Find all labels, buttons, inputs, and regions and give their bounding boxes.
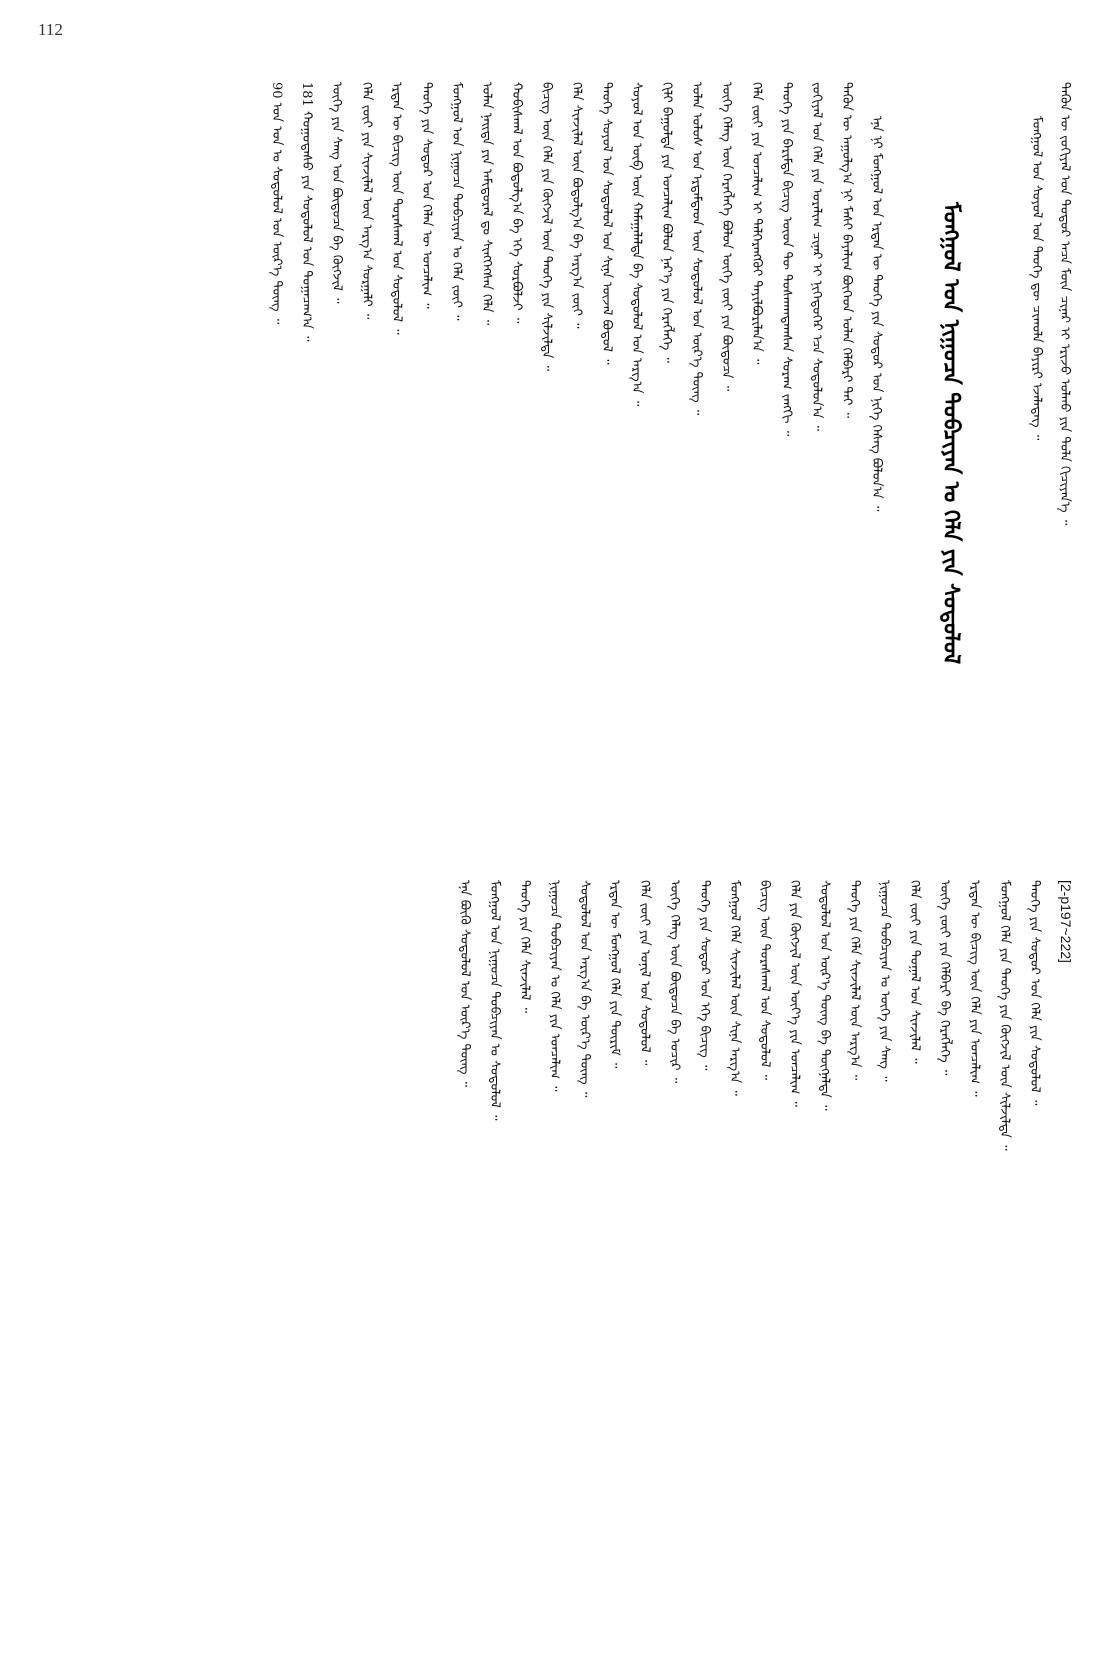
text-line: ᠮᠣᠩᠭᠣᠯ ᠬᠡᠯᠡ ᠰᠢᠨᠵᠢᠯᠡᠯ ᠦᠨ ᠰᠢᠨᠡ ᠠᠷᠭ᠎ᠠ ᠃ [727,880,742,1096]
text-line: ᠲᠡᠦᠬᠡ ᠶᠢᠨ ᠪᠠᠷᠢᠮᠲᠠ ᠪᠢᠴᠢᠭ ᠦᠳ ᠲᠦ ᠲᠤᠰᠬᠠᠭᠳᠠᠭᠰᠠᠨ ᠰᠤᠷᠠᠭ ᠵᠠᠩᠭᠢ ᠃ [779,82,794,437]
citation-reference: [2-p197~222] [1058,880,1074,963]
text-line: ᠬᠡᠯᠡ ᠰᠢᠨᠵᠢᠯᠡᠯ ᠦᠨ ᠪᠣᠳᠤᠯᠭ᠎ᠠ ᠪᠠ ᠠᠷᠭ᠎ᠠ ᠵᠦᠢ ᠃ [569,82,584,329]
text-line: ᠮᠣᠩᠭᠣᠯ ᠤᠨ ᠨᠢᠭᠤᠴᠠ ᠲᠣᠪᠴᠢᠶᠠᠨ ᠤ ᠬᠡᠯᠡ ᠵᠦᠢ ᠃ [449,82,464,321]
text-line: ᠰᠤᠳᠤᠯᠤᠯ ᠤᠨ ᠠᠷᠭ᠎ᠠ ᠪᠠ ᠦᠷ᠎ᠡ ᠳᠦᠩ ᠃ [577,880,592,1098]
text-line: ᠲᠡᠦᠬᠡ ᠰᠣᠶᠣᠯ ᠤᠨ ᠰᠤᠳᠤᠯᠤᠯ ᠤᠨ ᠰᠢᠨᠡ ᠦᠵᠡᠯ ᠪᠣᠳᠤᠯ ᠃ [599,82,614,365]
text-line: 90 ᠤᠨ ᠣᠨ ᠤ ᠰᠤᠳᠤᠯᠤᠯ ᠤᠨ ᠦᠷ᠎ᠡ ᠳᠦᠩ ᠃ [269,82,284,325]
text-line: ᠡᠨᠡ ᠪᠦᠬᠦ ᠰᠤᠳᠤᠯᠤᠯ ᠤᠨ ᠦᠷ᠎ᠡ ᠳᠦᠩ ᠃ [457,880,472,1088]
text-line: ᠬᠡᠯᠡ ᠵᠦᠢ ᠶᠢᠨ ᠰᠢᠨᠵᠢᠯᠡᠯ ᠦᠨ ᠠᠷᠭ᠎ᠠ ᠰᠤᠷᠭᠠᠯᠢ ᠃ [359,82,374,320]
text-line: ᠨᠢᠭᠤᠴᠠ ᠲᠣᠪᠴᠢᠶᠠᠨ ᠤ ᠦᠭᠡ ᠶᠢᠨ ᠰᠠᠩ ᠃ [877,880,892,1082]
text-line: ᠡᠷᠲᠡᠨ ᠦ ᠮᠣᠩᠭᠣᠯ ᠬᠡᠯᠡ ᠶᠢᠨ ᠳᠦᠷᠢᠮ ᠃ [607,880,622,1069]
text-line: ᠬᠤᠪᠢᠰᠬᠠᠯ ᠤᠨ ᠪᠣᠳᠤᠯᠭ᠎ᠠ ᠪᠠ ᠡᠬᠡ ᠰᠤᠷᠪᠤᠯᠵᠢ ᠃ [509,82,524,324]
text-line: ᠬᠡᠯᠡ ᠵᠦᠢ ᠶᠢᠨ ᠣᠨᠢᠯ ᠤᠨ ᠰᠤᠳᠤᠯᠤᠯ ᠃ [637,880,652,1066]
text-line: ᠬᠢᠯᠢ ᠪᠠᠭᠤᠯᠲᠠ ᠶᠢᠨ ᠣᠨᠴᠠᠯᠢᠭ ᠪᠣᠯᠤᠨ ᠨᠡᠷ᠎ᠡ ᠶᠢᠨ ᠬᠡᠷᠡᠭᠯᠡᠭᠡ ᠃ [659,82,674,363]
bottom-text-column [40,880,1080,1656]
text-line: ᠪᠢᠴᠢᠭ ᠦᠨ ᠬᠡᠯᠡ ᠶᠢᠨ ᠬᠥᠭᠵᠢᠯ ᠦᠨ ᠲᠡᠦᠬᠡ ᠶᠢᠨ ᠰᠢᠯᠵᠢᠯᠲᠡ ᠃ [539,82,554,372]
text-line: ᠵᠣᠬᠢᠶᠠᠯ ᠤᠨ ᠬᠡᠯᠡ ᠶᠢᠨ ᠤᠷᠠᠯᠢᠭ ᠴᠢᠨᠠᠷ ᠢ ᠨᠢᠭᠡᠳᠦᠭᠡᠷ ᠡᠴᠡ ᠰᠤᠳᠤᠯᠤᠨ᠎ᠠ ᠃ [809,82,824,432]
text-line: 181 ᠬᠤᠭᠤᠳᠠᠰᠤ ᠶᠢᠨ ᠰᠤᠳᠤᠯᠤᠯ ᠤᠨ ᠲᠣᠭᠠᠴᠠᠭ᠎ᠠ ᠃ [299,82,314,342]
text-line: ᠦᠭᠡ ᠬᠡᠯᠡᠭ ᠦᠨ ᠬᠡᠷᠡᠭᠯᠡᠭᠡ ᠪᠣᠯᠤᠨ ᠦᠭᠡ ᠵᠦᠢ ᠶᠢᠨ ᠪᠦᠲᠦᠴᠡ ᠃ [719,82,734,392]
text-line: ᠡᠷᠲᠡᠨ ᠦ ᠪᠢᠴᠢᠭ ᠦᠨ ᠳᠤᠷᠠᠰᠬᠠᠯ ᠤᠨ ᠰᠤᠳᠤᠯᠤᠯ ᠃ [389,82,404,335]
text-line: ᠪᠢᠴᠢᠭ ᠦᠨ ᠳᠤᠷᠠᠰᠬᠠᠯ ᠤᠨ ᠰᠤᠳᠤᠯᠤᠯ ᠃ [757,880,772,1081]
text-line: ᠦᠭᠡ ᠵᠦᠢ ᠶᠢᠨ ᠬᠡᠯᠪᠡᠷᠢ ᠪᠠ ᠬᠡᠷᠡᠭᠯᠡᠭᠡ ᠃ [937,880,952,1076]
text-line: ᠲᠡᠭᠦᠨ ᠦ ᠠᠭᠤᠯᠭ᠎ᠠ ᠨᠢ ᠮᠠᠰᠢ ᠪᠠᠶᠠᠯᠢᠭ ᠪᠥᠭᠡᠳ ᠣᠯᠠᠨ ᠬᠡᠯᠪᠡᠷᠢ ᠲᠡᠶ ᠃ [839,82,854,419]
text-line: ᠰᠣᠶᠣᠯ ᠤᠨ ᠥᠪ ᠦᠨ ᠬᠠᠮᠠᠭᠠᠯᠠᠯᠲᠠ ᠪᠠ ᠰᠤᠳᠤᠯᠤᠯ ᠤᠨ ᠠᠷᠭ᠎ᠠ ᠃ [629,82,644,407]
section-heading: ᠮᠣᠩᠭᠣᠯ ᠤᠨ ᠨᠢᠭᠤᠴᠠ ᠲᠣᠪᠴᠢᠶᠠᠨ ᠤ ᠬᠡᠯᠡ ᠶᠢᠨ ᠰᠤᠳᠤᠯᠤᠯ [938,202,964,665]
text-line: ᠲᠡᠦᠬᠡ ᠶᠢᠨ ᠬᠡᠯᠡ ᠰᠢᠨᠵᠢᠯᠡᠯ ᠦᠨ ᠠᠷᠭ᠎ᠠ ᠃ [847,880,862,1081]
text-line: ᠮᠣᠩᠭᠣᠯ ᠤᠨ ᠨᠢᠭᠤᠴᠠ ᠲᠣᠪᠴᠢᠶᠠᠨ ᠤ ᠰᠤᠳᠤᠯᠤᠯ ᠃ [487,880,502,1121]
text-line: ᠡᠨᠡ ᠨᠢ ᠮᠣᠩᠭᠣᠯ ᠤᠨ ᠡᠷᠲᠡᠨ ᠦ ᠲᠡᠦᠬᠡ ᠶᠢᠨ ᠰᠤᠳᠤᠷ ᠤᠨ ᠨᠢᠭᠡ ᠬᠡᠰᠡᠭ ᠪᠣᠯᠤᠨ᠎ᠠ ᠃ [869,116,884,512]
text-line: ᠬᠡᠯᠡ ᠶᠢᠨ ᠬᠥᠭᠵᠢᠯ ᠦᠨ ᠦᠶ᠎ᠡ ᠶᠢᠨ ᠣᠨᠴᠠᠯᠢᠭ ᠃ [787,880,802,1107]
text-line: ᠣᠯᠠᠨ ᠤᠯᠤᠰ ᠤᠨ ᠡᠷᠳᠡᠮᠲᠡᠳ ᠦᠨ ᠰᠤᠳᠤᠯᠤᠯ ᠤᠨ ᠦᠷ᠎ᠡ ᠳᠦᠩ ᠃ [689,82,704,416]
top-text-column [40,82,1080,852]
text-line: ᠬᠡᠯᠡ ᠵᠦᠢ ᠶᠢᠨ ᠣᠨᠴᠠᠯᠢᠭ ᠢ ᠳᠡᠯᠭᠡᠷᠡᠩᠭᠦᠢ ᠲᠠᠶᠢᠯᠪᠤᠷᠢᠯᠠᠨ᠎ᠠ ᠃ [749,82,764,365]
text-line: ᠲᠡᠦᠬᠡ ᠶᠢᠨ ᠰᠤᠳᠤᠷ ᠤᠨ ᠡᠬᠡ ᠪᠢᠴᠢᠭ ᠃ [697,880,712,1071]
text-line: ᠡᠷᠲᠡᠨ ᠦ ᠪᠢᠴᠢᠭ ᠦᠨ ᠬᠡᠯᠡ ᠶᠢᠨ ᠣᠨᠴᠠᠯᠢᠭ ᠃ [967,880,982,1097]
text-line: ᠮᠣᠩᠭᠣᠯ ᠬᠡᠯᠡ ᠶᠢᠨ ᠲᠡᠦᠬᠡ ᠶᠢᠨ ᠬᠥᠭᠵᠢᠯ ᠦᠨ ᠰᠢᠯᠵᠢᠯᠲᠡ ᠃ [997,880,1012,1151]
text-line: ᠮᠣᠩᠭᠣᠯ ᠤᠨ ᠰᠣᠶᠣᠯ ᠤᠨ ᠲᠡᠦᠬᠡ ᠳᠦ ᠴᠢᠬᠤᠯᠠ ᠪᠠᠶᠢᠷᠢ ᠡᠵᠡᠯᠡᠳᠡᠭ ᠃ [1029,116,1044,441]
text-line: ᠦᠭᠡ ᠬᠡᠯᠡᠭ ᠦᠨ ᠪᠦᠲᠦᠴᠡ ᠪᠠ ᠤᠴᠢᠷ ᠃ [667,880,682,1084]
text-line: ᠲᠡᠭᠦᠨ ᠦ ᠵᠣᠬᠢᠶᠠᠯ ᠤᠨ ᠳᠣᠲᠣᠷ ᠠᠴᠠ ᠮᠥᠨ ᠴᠢᠨᠠᠷ ᠢ ᠡᠷᠢᠵᠦ ᠣᠯᠬᠤ ᠶᠢᠨ ᠲᠤᠯᠠ ᠬᠢᠴᠢᠶᠡᠨ᠎ᠡ ᠃ [1057,82,1072,526]
text-line: ᠲᠡᠦᠬᠡ ᠶᠢᠨ ᠰᠤᠳᠤᠷ ᠤᠨ ᠬᠡᠯᠡ ᠶᠢᠨ ᠰᠤᠳᠤᠯᠤᠯ ᠃ [1027,880,1042,1106]
text-line: ᠦᠭᠡ ᠶᠢᠨ ᠰᠠᠩ ᠤᠨ ᠪᠦᠲᠦᠴᠡ ᠪᠠ ᠬᠥᠭᠵᠢᠯ ᠃ [329,82,344,304]
text-line: ᠨᠢᠭᠤᠴᠠ ᠲᠣᠪᠴᠢᠶᠠᠨ ᠤ ᠬᠡᠯᠡ ᠶᠢᠨ ᠣᠨᠴᠠᠯᠢᠭ ᠃ [547,880,562,1092]
text-line: ᠲᠡᠦᠬᠡ ᠶᠢᠨ ᠰᠤᠳᠤᠷ ᠤᠨ ᠬᠡᠯᠡᠨ ᠦ ᠣᠨᠴᠠᠯᠢᠭ ᠃ [419,82,434,309]
text-line: ᠰᠤᠳᠤᠯᠤᠯ ᠤᠨ ᠦᠷ᠎ᠡ ᠳᠦᠩ ᠪᠠ ᠳᠦᠭᠨᠡᠯᠲᠡ ᠃ [817,880,832,1111]
page-number: 112 [38,20,63,39]
text-line: ᠬᠡᠯᠡ ᠵᠦᠢ ᠶᠢᠨ ᠲᠤᠭᠠᠯ ᠤᠨ ᠰᠢᠨᠵᠢᠯᠡᠯ ᠃ [907,880,922,1064]
text-line: ᠣᠯᠠᠨ ᠨᠡᠢᠲᠡ ᠶᠢᠨ ᠠᠮᠢᠳᠤᠷᠠᠯ ᠳᠤ ᠰᠢᠩᠭᠡᠭᠰᠡᠨ ᠬᠡᠯᠡ ᠃ [479,82,494,326]
text-line: ᠲᠡᠦᠬᠡ ᠶᠢᠨ ᠬᠡᠯᠡ ᠰᠢᠨᠵᠢᠯᠡᠯ ᠃ [517,880,532,1014]
